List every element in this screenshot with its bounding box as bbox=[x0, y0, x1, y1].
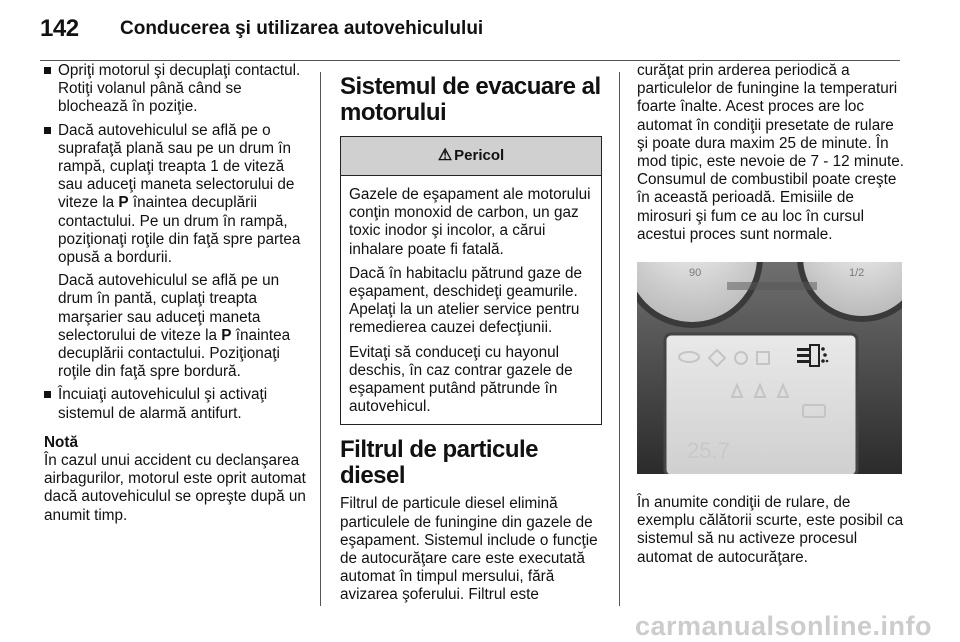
warning-paragraph: Gazele de eşapament ale motorului conţin monoxid de carbon, un gaz toxic inodor şi incolor, a cărui inhalare poate fi fatală. bbox=[349, 186, 591, 258]
bullet-square-icon bbox=[44, 67, 51, 74]
sub-paragraph bbox=[58, 272, 306, 381]
column-1 bbox=[44, 62, 306, 525]
list-item-text: Opriţi motorul şi decuplaţi contactul. Rotiţi volanul până când se blochează în poziţie. bbox=[58, 62, 301, 116]
list-item bbox=[44, 386, 306, 422]
note-title: Notă bbox=[44, 433, 78, 451]
parking-steps-list bbox=[44, 62, 306, 423]
section-title-dpf: Filtrul de particule diesel bbox=[340, 436, 539, 490]
gauge-left-label: 90 bbox=[689, 267, 702, 280]
dpf-cleaning-paragraph: curăţat prin arderea periodică a particulelor de funingine la temperaturi foarte înalte. Acest proces are loc automat în condiţii presetate de rulare şi poate dura maxim 25 de minute. În mod tipic, este nevoie de 7 - 12 minute. Consumul de combustibil poate creşte în această perioadă. Emisiile de mirosuri şi fum ce au loc în cursul acestui proces sunt normale. bbox=[637, 62, 904, 243]
column-2 bbox=[340, 62, 602, 609]
page-number: 142 bbox=[40, 15, 79, 42]
warning-box bbox=[340, 136, 602, 425]
list-item-text: Dacă autovehiculul se află pe o suprafaţă plană sau pe un drum în rampă, cuplaţi treapta 1 de viteză sau aduceţi maneta selectorului de viteze la bbox=[58, 121, 295, 212]
note-body: În cazul unui accident cu declanşarea airbagurilor, motorul este oprit automat dacă autovehiculul se opreşte după un anumit timp. bbox=[44, 452, 306, 524]
lcd-reading: 25.7 bbox=[687, 438, 730, 464]
gear-position-label: P bbox=[118, 194, 129, 212]
warning-header bbox=[341, 137, 601, 176]
instrument-cluster-photo bbox=[637, 262, 902, 474]
sub-paragraph-text: înaintea decuplării contactului. Poziţionaţi roţile din faţă spre bordură. bbox=[58, 326, 291, 381]
bullet-square-icon bbox=[44, 391, 51, 398]
section-title-exhaust: Sistemul de evacuare al motorului bbox=[340, 73, 601, 126]
column-3 bbox=[637, 62, 905, 571]
warning-body bbox=[341, 176, 601, 424]
warning-paragraph: Evitaţi să conduceţi cu hayonul deschis, în caz contrar gazele de eşapament putând pătrunde în autovehicul. bbox=[349, 343, 573, 416]
page-header bbox=[40, 4, 920, 54]
list-item-text: Încuiaţi autovehiculul şi activaţi sistemul de alarmă antifurt. bbox=[58, 386, 268, 422]
list-item bbox=[44, 122, 306, 382]
sub-paragraph-text: Dacă autovehiculul se află pe un drum în pantă, cuplaţi treapta marşarier sau aduceţi maneta selectorului de viteze la bbox=[58, 272, 280, 344]
list-item-text: înaintea decuplării contactului. Pe un drum în rampă, poziţionaţi roţile din faţă spre partea opusă a bordurii. bbox=[58, 194, 301, 267]
list-item bbox=[44, 62, 306, 117]
column-divider-1 bbox=[320, 72, 321, 606]
warning-paragraph: Dacă în habitaclu pătrund gaze de eşapament, deschideţi geamurile. Apelaţi la un atelier service pentru remedierea cauzei defecţiunii. bbox=[349, 264, 583, 337]
gauge-right-label: 1/2 bbox=[849, 267, 865, 280]
dpf-intro-paragraph: Filtrul de particule diesel elimină particulele de funingine din gazele de eşapament. Sistemul include o funcţie de autocurăţare care este executată automat în timpul mersului, fără avizarea şoferului. Filtrul este bbox=[340, 495, 598, 604]
dpf-note-paragraph: În anumite condiţii de rulare, de exemplu călătorii scurte, este posibil ca sistemul să nu activeze procesul automat de autocurăţare. bbox=[637, 494, 904, 566]
bullet-square-icon bbox=[44, 127, 51, 134]
column-divider-2 bbox=[619, 72, 620, 606]
warning-title: Pericol bbox=[454, 146, 505, 164]
watermark: carmanualsonline.info bbox=[634, 611, 932, 641]
chapter-title: Conducerea şi utilizarea autovehiculului bbox=[120, 18, 484, 39]
warning-triangle-icon: ⚠ bbox=[437, 146, 453, 164]
gear-position-label: P bbox=[221, 326, 232, 344]
header-divider bbox=[40, 60, 900, 61]
